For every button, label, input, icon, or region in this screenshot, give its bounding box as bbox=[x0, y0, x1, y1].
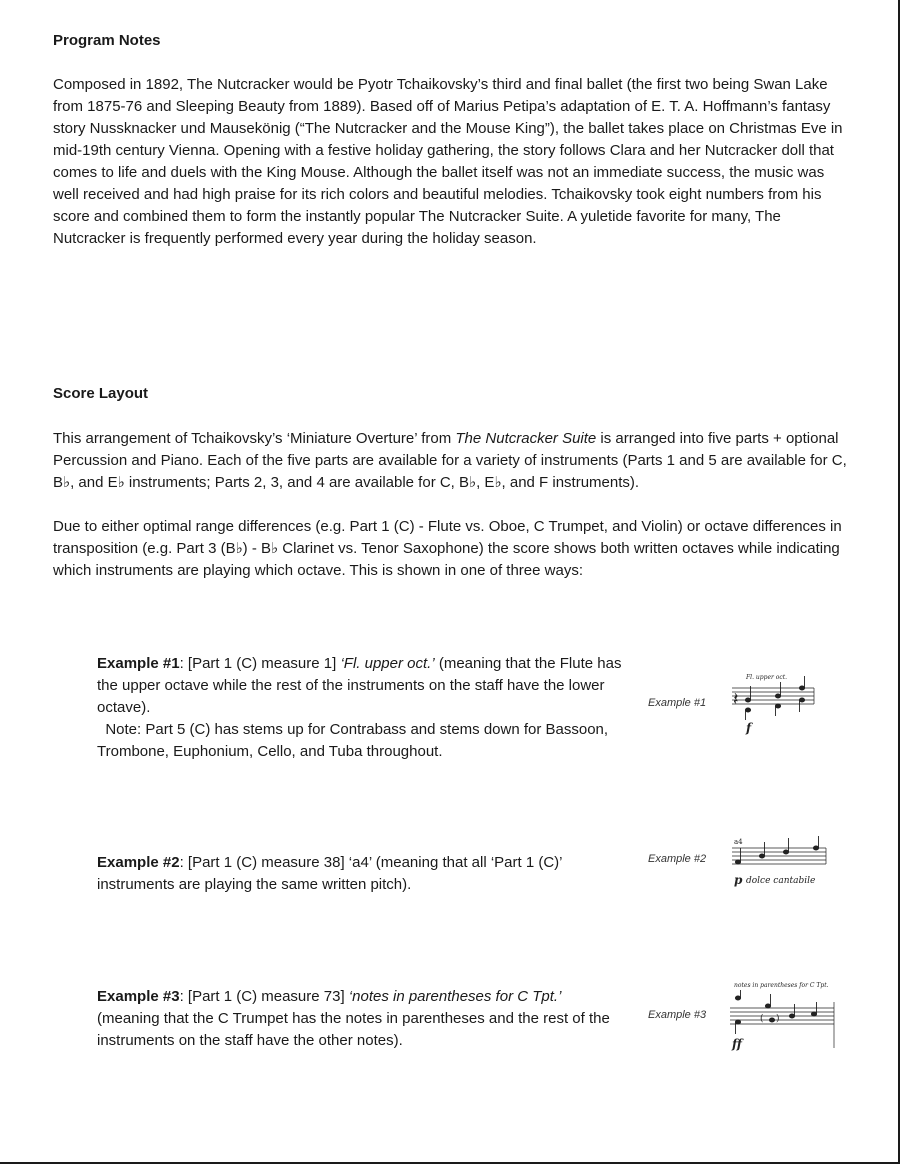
example-3-text bbox=[97, 986, 627, 1052]
example-2-marking: ‘a4’ bbox=[348, 854, 372, 871]
example-3-ref: : [Part 1 (C) measure 73] bbox=[179, 988, 349, 1005]
score-layout-para-1 bbox=[53, 428, 853, 494]
example-3-staff bbox=[728, 978, 853, 1058]
example-1-text bbox=[97, 653, 627, 763]
example-1-ref: : [Part 1 (C) measure 1] bbox=[179, 655, 341, 672]
example-1-desc: (meaning that the Flute has the upper octave while the rest of the instruments on the staff have the lower octave). bbox=[97, 655, 622, 716]
program-notes-text: Composed in 1892, The Nutcracker would be Pyotr Tchaikovsky’s third and final ballet (the first two being Swan Lake from 1875-76 and Sleeping Beauty from 1889). Based off of Marius Petipa’s adaptation of E. T. A. Hoffmann’s fantasy story Nussknacker und Mausekönig (“The Nutcracker and the Mouse King”), the ballet takes place on Christmas Eve in mid-19th century Vienna. Opening with a festive holiday gathering, the story follows Clara and her Nutcracker doll that comes to life and duels with the King Mouse. Although the ballet itself was not an immediate success, the music was well received and had high praise for its rich colors and beautiful melodies. Tchaikovsky took eight numbers from his score and combined them to form the instantly popular The Nutcracker Suite. A yuletide favorite for many, The Nutcracker is frequently performed every year during the holiday season. bbox=[53, 76, 843, 247]
example-1-label: Example #1 bbox=[648, 697, 707, 709]
example-1-title: Example #1 bbox=[97, 655, 180, 672]
example-3-staff-text: notes in parentheses for C Tpt. bbox=[734, 982, 829, 989]
example-2-label: Example #2 bbox=[648, 853, 707, 865]
example-2-staff-text: a4 bbox=[734, 838, 743, 846]
example-1-note: Note: Part 5 (C) has stems up for Contrabass and stems down for Bassoon, Trombone, Euphonium, Cello, and Tuba throughout. bbox=[97, 721, 609, 760]
example-1-staff-text: Fl. upper oct. bbox=[746, 674, 788, 681]
nutcracker-suite-title: The Nutcracker Suite bbox=[455, 430, 597, 447]
example-2-text bbox=[97, 852, 627, 896]
example-2-title: Example #2 bbox=[97, 854, 180, 871]
score-layout-para-1-b: is arranged into five parts + optional Percussion and Piano. Each of the five parts are available for a variety of instruments (Parts 1 and 5 are available for C, B♭, and E♭ instruments; Parts 2, 3, and 4 are available for C, B♭, E♭, and F instruments). bbox=[53, 430, 847, 491]
example-1-dynamic: f bbox=[746, 721, 752, 735]
score-layout-para-1-a: This arrangement of Tchaikovsky’s ‘Miniature Overture’ from bbox=[53, 430, 456, 447]
example-3-dynamic: ff bbox=[732, 1037, 742, 1051]
parenthesis-close: ) bbox=[776, 1014, 780, 1024]
program-notes-heading: Program Notes bbox=[53, 32, 161, 49]
example-3-marking: ‘notes in parentheses for C Tpt.’ bbox=[348, 988, 562, 1005]
example-1-marking: ‘Fl. upper oct.’ bbox=[340, 655, 435, 672]
rest-symbol: 𝄽 bbox=[733, 689, 739, 710]
example-1-staff bbox=[728, 670, 828, 735]
example-3-title: Example #3 bbox=[97, 988, 180, 1005]
example-3-label: Example #3 bbox=[648, 1009, 707, 1021]
score-layout-heading: Score Layout bbox=[53, 385, 149, 402]
example-3-desc: (meaning that the C Trumpet has the notes in parentheses and the rest of the instruments on the staff have the other notes). bbox=[97, 1010, 610, 1049]
example-2-desc: (meaning that all ‘Part 1 (C)’ instruments are playing the same written pitch). bbox=[97, 854, 562, 893]
example-1-notes bbox=[745, 676, 804, 720]
example-2-staff bbox=[728, 834, 838, 894]
example-2-dynamic: p bbox=[734, 873, 743, 887]
example-2-expression: dolce cantabile bbox=[746, 876, 816, 886]
parenthesis-open: ( bbox=[760, 1014, 764, 1024]
score-layout-para-2: Due to either optimal range differences (e.g. Part 1 (C) - Flute vs. Oboe, C Trumpet, and Violin) or octave differences in transposition (e.g. Part 3 (B♭) - B♭ Clarinet vs. Tenor Saxophone) the score shows both written octaves while indicating which instruments are playing which octave. This is shown in one of three ways: bbox=[53, 518, 842, 579]
example-2-ref: : [Part 1 (C) measure 38] bbox=[179, 854, 349, 871]
